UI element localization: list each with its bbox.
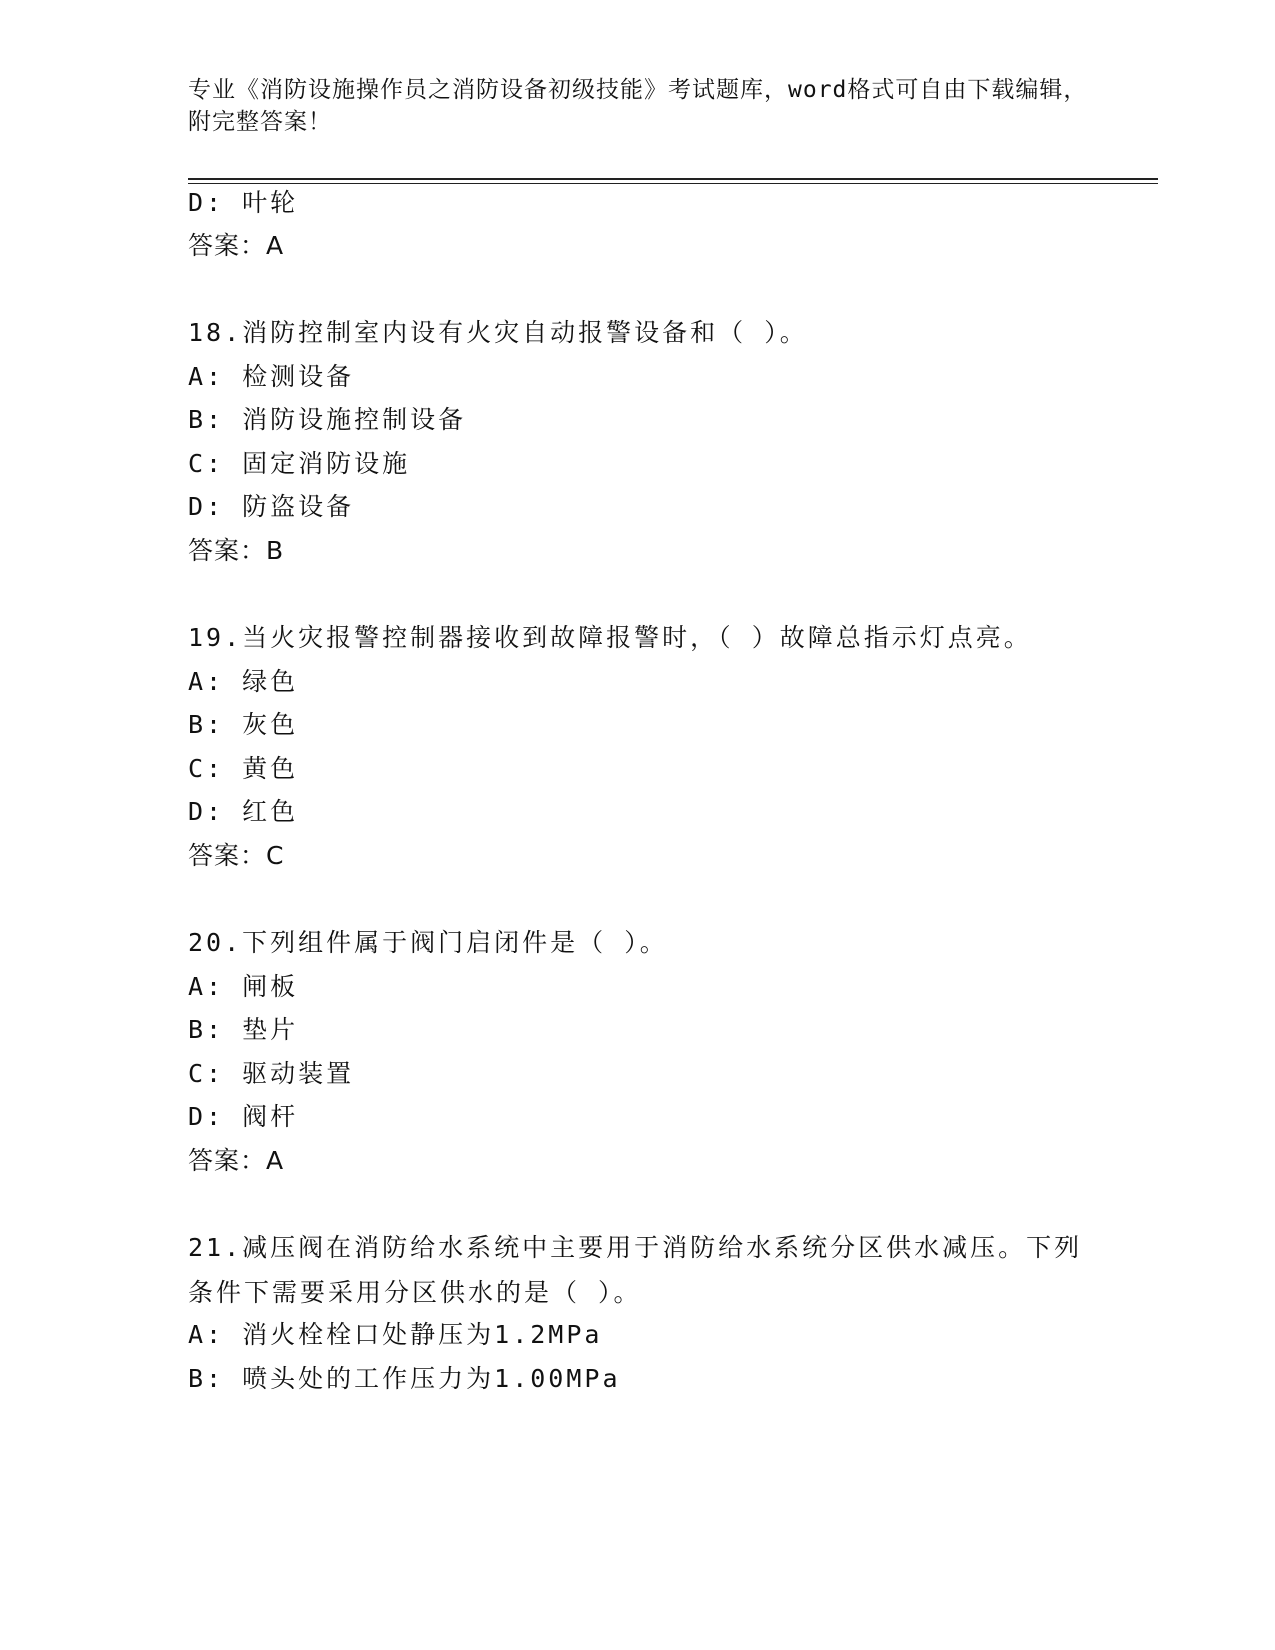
header-rule-thick bbox=[188, 178, 1158, 180]
q21-option-b: B: 喷头处的工作压力为1.00MPa bbox=[188, 1364, 621, 1393]
q21-stem: 21.减压阀在消防给水系统中主要用于消防给水系统分区供水减压。下列条件下需要采用分区供水的是（ ）。 bbox=[188, 1233, 1083, 1307]
q20-option-c: C: 驱动装置 bbox=[188, 1059, 355, 1088]
q19-option-d: D: 红色 bbox=[188, 797, 299, 826]
q18-option-d: D: 防盗设备 bbox=[188, 492, 355, 521]
q18-option-a: A: 检测设备 bbox=[188, 362, 355, 391]
q18-stem: 18.消防控制室内设有火灾自动报警设备和（ ）。 bbox=[188, 318, 808, 347]
header-rule-thin bbox=[188, 183, 1158, 184]
q20-option-b: B: 垫片 bbox=[188, 1015, 299, 1044]
q18-answer: 答案：B bbox=[188, 536, 285, 565]
q19-stem: 19.当火灾报警控制器接收到故障报警时，（ ）故障总指示灯点亮。 bbox=[188, 623, 1032, 652]
q18-option-c: C: 固定消防设施 bbox=[188, 449, 411, 478]
prev-answer: 答案：A bbox=[188, 231, 285, 260]
q20-option-d: D: 阀杆 bbox=[188, 1102, 299, 1131]
document-header: 专业《消防设施操作员之消防设备初级技能》考试题库，word格式可自由下载编辑，附完整答案！ bbox=[188, 77, 1088, 135]
q19-option-c: C: 黄色 bbox=[188, 754, 299, 783]
q18-option-b: B: 消防设施控制设备 bbox=[188, 405, 467, 434]
q21-option-a: A: 消火栓栓口处静压为1.2MPa bbox=[188, 1320, 603, 1349]
q20-stem: 20.下列组件属于阀门启闭件是（ ）。 bbox=[188, 928, 668, 957]
q19-answer: 答案：C bbox=[188, 841, 285, 870]
q20-answer: 答案：A bbox=[188, 1146, 285, 1175]
q19-option-a: A: 绿色 bbox=[188, 667, 299, 696]
prev-option-d: D: 叶轮 bbox=[188, 188, 299, 217]
q20-option-a: A: 闸板 bbox=[188, 972, 299, 1001]
q19-option-b: B: 灰色 bbox=[188, 710, 299, 739]
